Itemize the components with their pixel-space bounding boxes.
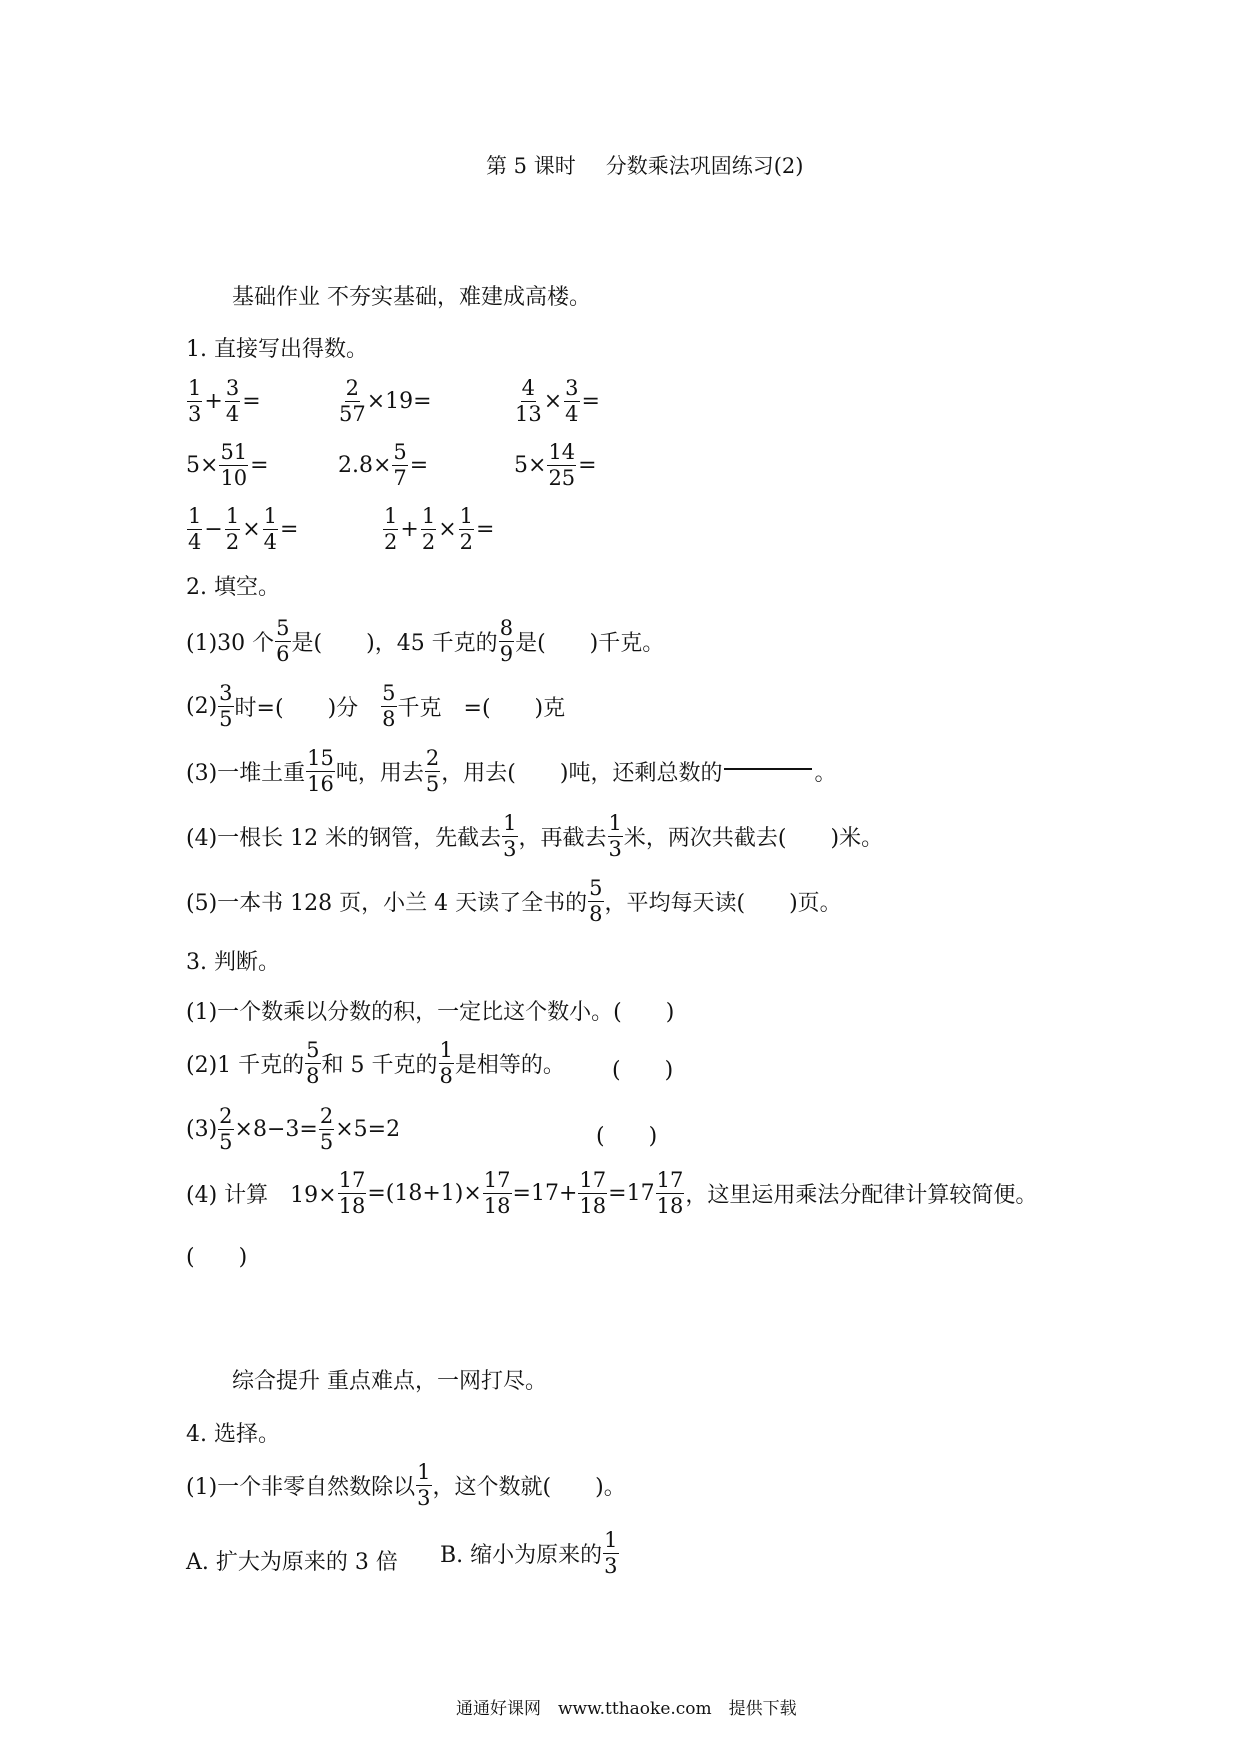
numerator: 15 [307, 746, 334, 770]
numerator: 3 [565, 376, 579, 400]
denominator: 4 [188, 530, 202, 554]
denominator: 10 [220, 466, 248, 490]
text-segment: B. 缩小为原来的 [440, 1543, 603, 1568]
fraction [219, 442, 248, 489]
numerator: 1 [503, 811, 517, 835]
fraction [187, 378, 202, 425]
q3-part-1: (1)一个数乘以分数的积，一定比这个数小。( ) [186, 1000, 675, 1025]
numerator: 17 [338, 1168, 366, 1192]
text-segment: 和 5 千克的 [321, 1053, 438, 1078]
text-segment: × [242, 517, 261, 542]
text-segment: (4)一根长 12 米的钢管，先截去 [186, 826, 502, 851]
numerator: 17 [483, 1168, 511, 1192]
denominator: 3 [604, 1554, 618, 1578]
fraction [547, 442, 576, 489]
numerator: 2 [319, 1104, 334, 1128]
fraction [381, 683, 396, 730]
numerator: 1 [604, 1528, 618, 1552]
numerator: 1 [459, 504, 473, 528]
answer-blank-line [724, 768, 812, 770]
fraction [306, 748, 335, 795]
denominator: 57 [339, 402, 366, 426]
footer-credit: 通通好课网 www.tthaoke.com 提供下载 [456, 1699, 797, 1719]
denominator: 18 [483, 1194, 511, 1218]
numerator: 1 [188, 504, 202, 528]
text-segment: =17+ [512, 1181, 578, 1206]
q1-item-2-1 [186, 442, 270, 489]
text-segment: (5)一本书 128 页，小兰 4 天读了全书的 [186, 891, 588, 916]
fraction [319, 1106, 334, 1153]
fraction [515, 378, 542, 425]
numerator: 5 [382, 681, 396, 705]
fraction [421, 506, 436, 553]
text-segment: = [280, 517, 299, 542]
text-segment: ，再截去 [518, 826, 607, 851]
q4-option-a[interactable]: A. 扩大为原来的 3 倍 [186, 1550, 398, 1575]
text-segment: = [409, 453, 429, 478]
denominator: 2 [384, 530, 398, 554]
fraction [225, 378, 240, 425]
numerator: 1 [439, 1038, 453, 1062]
q1-heading: 1. 直接写出得数。 [186, 337, 368, 362]
numerator: 5 [306, 1038, 320, 1062]
text-segment: = [581, 389, 600, 414]
q1-item-3-2 [382, 506, 495, 553]
q4-heading: 4. 选择。 [186, 1422, 280, 1447]
text-segment: ，平均每天读( )页。 [604, 891, 842, 916]
denominator: 3 [503, 837, 517, 861]
denominator: 8 [306, 1064, 320, 1088]
q1-item-3-1 [186, 506, 299, 553]
text-segment: 米，两次共截去( )米。 [623, 826, 884, 851]
numerator: 1 [225, 504, 240, 528]
denominator: 2 [459, 530, 473, 554]
text-segment: 时=( )分 [234, 696, 381, 721]
fraction [578, 1170, 607, 1217]
text-segment: 。 [814, 761, 837, 786]
numerator: 2 [345, 376, 360, 400]
text-segment: 是相等的。 [454, 1053, 565, 1078]
fraction [218, 683, 233, 730]
fraction [392, 442, 407, 489]
numerator: 2 [219, 1104, 233, 1128]
denominator: 8 [439, 1064, 453, 1088]
text-segment: 2.8× [338, 453, 392, 478]
text-segment: (4) 计算 19× [186, 1183, 337, 1208]
q1-item-1-1 [186, 378, 262, 425]
numerator: 5 [393, 440, 407, 464]
text-segment: ×8−3= [234, 1117, 318, 1142]
denominator: 5 [219, 1130, 233, 1154]
fraction [656, 1170, 685, 1217]
denominator: 3 [417, 1486, 431, 1510]
fraction [305, 1040, 320, 1087]
fraction [588, 878, 603, 925]
fraction [383, 506, 398, 553]
denominator: 3 [608, 837, 622, 861]
fraction [608, 813, 623, 860]
fraction [459, 506, 474, 553]
text-segment: (3)一堆土重 [186, 761, 306, 786]
fraction [187, 506, 202, 553]
text-segment: 吨，用去 [335, 761, 424, 786]
denominator: 2 [225, 530, 240, 554]
q4-option-b[interactable] [440, 1530, 620, 1577]
q2-part-1 [186, 618, 664, 665]
fraction [225, 506, 240, 553]
denominator: 18 [579, 1194, 607, 1218]
text-segment: (2) [186, 694, 218, 719]
numerator: 3 [219, 681, 233, 705]
numerator: 14 [548, 440, 576, 464]
text-segment: ，这里运用乘法分配律计算较简便。 [685, 1183, 1038, 1208]
q3-part-4 [186, 1170, 1037, 1217]
numerator: 1 [421, 504, 436, 528]
fraction [339, 378, 366, 425]
q1-item-2-3 [514, 442, 598, 489]
lesson-number: 第 5 课时 [486, 154, 576, 178]
q3-part-3-answer[interactable]: ( ) [596, 1124, 658, 1149]
text-segment: (3) [186, 1117, 218, 1142]
text-segment: = [242, 389, 261, 414]
section-basic: 基础作业 不夯实基础，难建成高楼。 [232, 285, 591, 310]
denominator: 9 [499, 642, 514, 666]
denominator: 8 [589, 902, 603, 926]
text-segment: =17 [608, 1181, 655, 1206]
numerator: 17 [579, 1168, 607, 1192]
denominator: 4 [263, 530, 277, 554]
text-segment: 是( )千克。 [515, 631, 665, 656]
q3-part-4-answer[interactable]: ( ) [186, 1245, 248, 1270]
numerator: 4 [521, 376, 536, 400]
text-segment: 千克 =( )克 [397, 696, 566, 721]
q2-part-2 [186, 683, 565, 730]
denominator: 18 [338, 1194, 366, 1218]
text-segment: (1)30 个 [186, 631, 275, 656]
q3-part-3 [186, 1106, 400, 1153]
denominator: 2 [421, 530, 436, 554]
text-segment: = [578, 453, 597, 478]
q1-item-2-2 [338, 442, 429, 489]
text-segment: ×5=2 [335, 1117, 401, 1142]
fraction [439, 1040, 454, 1087]
fraction [499, 618, 514, 665]
numerator: 5 [589, 876, 603, 900]
section-advanced: 综合提升 重点难点，一网打尽。 [232, 1369, 547, 1394]
fraction [275, 618, 290, 665]
denominator: 13 [515, 402, 542, 426]
text-segment: (1)一个非零自然数除以 [186, 1475, 416, 1500]
denominator: 6 [276, 642, 290, 666]
denominator: 4 [565, 402, 579, 426]
text-segment: + [204, 389, 223, 414]
page-title [486, 150, 803, 180]
fraction [502, 813, 517, 860]
fraction [603, 1530, 618, 1577]
q2-part-4 [186, 813, 883, 860]
numerator: 2 [425, 746, 440, 770]
text-segment: ×19= [366, 389, 432, 414]
text-segment: = [250, 453, 269, 478]
numerator: 3 [225, 376, 240, 400]
numerator: 8 [499, 616, 514, 640]
denominator: 25 [548, 466, 576, 490]
q1-item-1-3 [514, 378, 601, 425]
denominator: 5 [319, 1130, 334, 1154]
fraction [425, 748, 440, 795]
fraction [338, 1170, 367, 1217]
text-segment: 5× [514, 453, 547, 478]
denominator: 4 [225, 402, 240, 426]
text-segment: ，用去( )吨，还剩总数的 [441, 761, 723, 786]
text-segment: =(18+1)× [367, 1181, 482, 1206]
text-segment: × [438, 517, 457, 542]
q4-part-1 [186, 1462, 626, 1509]
denominator: 5 [425, 772, 440, 796]
denominator: 3 [188, 402, 202, 426]
text-segment: 是( )，45 千克的 [291, 631, 498, 656]
q2-part-3 [186, 748, 836, 795]
fraction [218, 1106, 233, 1153]
fraction [416, 1462, 431, 1509]
text-segment: 5× [186, 453, 219, 478]
numerator: 1 [384, 504, 398, 528]
q2-heading: 2. 填空。 [186, 575, 280, 600]
numerator: 51 [220, 440, 248, 464]
numerator: 1 [608, 811, 622, 835]
numerator: 1 [263, 504, 277, 528]
lesson-topic: 分数乘法巩固练习(2) [605, 154, 804, 178]
numerator: 5 [276, 616, 290, 640]
numerator: 1 [188, 376, 202, 400]
denominator: 8 [382, 707, 396, 731]
text-segment: (2)1 千克的 [186, 1053, 305, 1078]
fraction [483, 1170, 512, 1217]
q3-heading: 3. 判断。 [186, 950, 280, 975]
numerator: 17 [656, 1168, 684, 1192]
numerator: 1 [417, 1460, 431, 1484]
denominator: 18 [656, 1194, 684, 1218]
q1-item-1-2 [338, 378, 432, 425]
denominator: 7 [393, 466, 407, 490]
text-segment: − [204, 517, 223, 542]
q2-part-5 [186, 878, 842, 925]
fraction [263, 506, 278, 553]
text-segment: × [543, 389, 563, 414]
denominator: 16 [307, 772, 334, 796]
fraction [564, 378, 579, 425]
q3-part-2-answer[interactable]: ( ) [612, 1058, 674, 1083]
denominator: 5 [219, 707, 233, 731]
q3-part-2 [186, 1040, 565, 1087]
text-segment: = [476, 517, 495, 542]
text-segment: + [400, 517, 419, 542]
text-segment: ，这个数就( )。 [432, 1475, 626, 1500]
